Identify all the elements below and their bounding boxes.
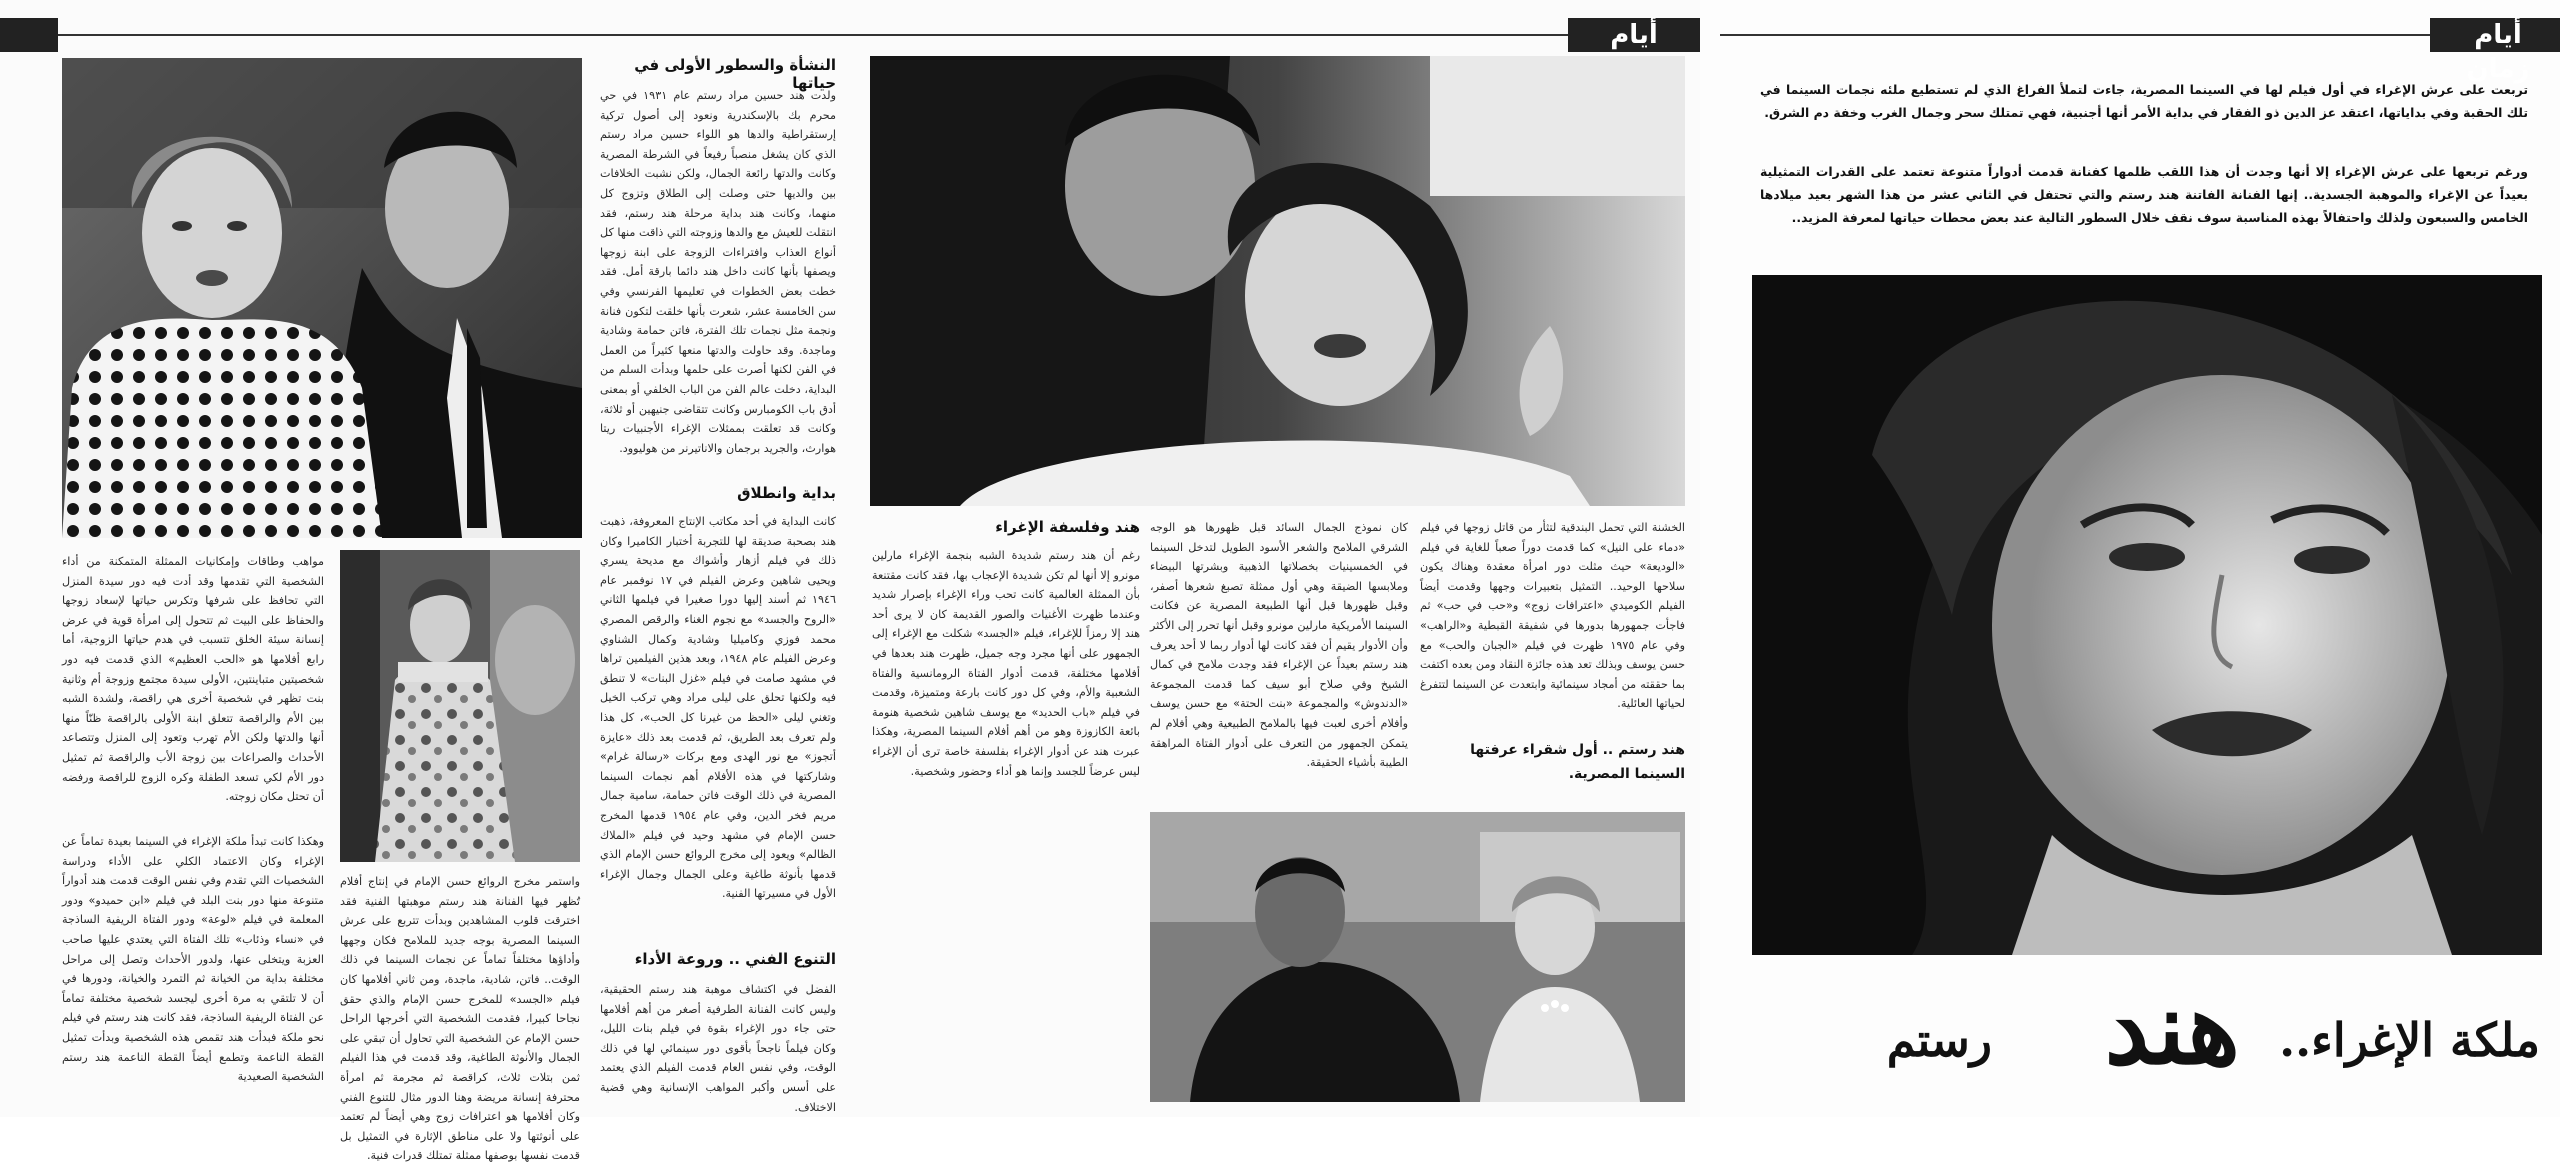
- photo-man-woman: [1150, 812, 1685, 1102]
- paragraph-diversity: واستمر مخرج الروائع حسن الإمام في إنتاج أفلام تُظهر فيها الفنانة هند رستم موهبتها الفنية فقد اخترقت قلوب المشاهدين وبدأت تتربع على عرش السينما المصرية بوجه جديد للملامح فكان وجهها وأداؤها مختلفاً تماماً عن نجمات السينما في ذلك الوقت.. فاتن، شادية، ماجدة، ومن ثاني أفلامها كان فيلم «الجسد» للمخرج حسن الإمام والذي حقق نجاحا كبيرا، فقدمت الشخصية التي أخرجها الراحل حسن الإمام عن الشخصية التي تحاول أن تبقي على الجمال والأنوثة الطاغية، وقد قدمت في هذا الفيلم ثمن بتلات ثلاث، كراقصة ثم مجرمة ثم امرأة محترفة إنسانة مريضة وهنا الدور مثال للتنوع الفني وكان أفلامها هو اعترافات زوج وهي أيضاً لم تعتمد على أنوثتها ولا على مناطق الإثارة في التمثيل بل قدمت نفسها بوصفها ممثلة تمتلك قدرات فنية.: [340, 875, 580, 1163]
- brand-logo-right: أيام زمان: [2466, 20, 2530, 84]
- article-column-g: [1420, 518, 1685, 728]
- brand-logo-left: أيام: [1610, 20, 1658, 50]
- article-column-f: [1150, 518, 1408, 800]
- paragraph-start: كانت البداية في أحد مكاتب الإنتاج المعروفة، ذهبت هند بصحبة صديقة لها للتجربة أختبار الكاميرا وكان ذلك في فيلم أزهار وأشواك مع مديحة يسري ويحيى شاهين وعرض الفيلم في ١٧ نوفمبر عام ١٩٤٦ ثم أسند إليها دورا صغيرا في فيلمها الثاني «الروح والجسد» مع نجوم الغناء والرقص المصري محمد فوزي وكاميليا وشادية وكمال الشناوي وعرض الفيلم عام ١٩٤٨، وبعد هذين الفيلمين تراها في مشهد صامت في فيلم «غزل البنات» لا تنطق فيه ولكنها تحلق على ليلى مراد وهي تركب الخيل وتغني ليلى «الحظ من غيرنا كل الحب»، كل هذا ولم تعرف بعد الطريق، ثم قدمت بعد ذلك «عايزة أتجوز» مع نور الهدى ومع بركات «رسالة غرام» وشاركتها في هذه الأفلام أهم نجمات السينما المصرية في ذلك الوقت فاتن حمامة، سامية جمال مريم فخر الدين، وفي عام ١٩٥٤ قدمها المخرج حسن الإمام في مشهد وحيد في فيلم «الملاك الظالم» ويعود إلى مخرج الروائع حسن الإمام الذي قدمها بأنوثة طاغية وعلى الجمال وجمال الإغراء الأول في مسيرتها الفنية.: [600, 515, 836, 901]
- article-column-b2: [600, 980, 836, 1114]
- photo-woman-floral: [340, 550, 580, 862]
- paragraph-youth: ولدت هند حسين مراد رستم عام ١٩٣١ في حي محرم بك بالإسكندرية ونعود إلى أصول تركية إرستقراطية والدها هو اللواء حسين مراد رستم الذي كان يشغل منصباً رفيعاً في الشرطة المصرية وكانت والدتها رائعة الجمال، ولكن نشبت الخلافات بين والديها حتى وصلت إلى الطلاق وتزوج كل منهما، وكانت هند بداية مرحلة هند رستم، فقد انتقلت للعيش مع والدها وزوجته التي ذاقت منها كل أنواع العذاب وافتراءات الزوجة على ابنة زوجها ويصفها بأنها كانت داخل هند دائما بارقة أمل. فقد خطت بعض الخطوات في تعليمها الفرنسي وفي سن الخامسة عشر، شعرت بأنها خلقت لتكون فنانة ونجمة مثل نجمات تلك الفترة، فاتن حمامة وشادية وماجدة. وقد حاولت والدتها منعها كثيراً من العمل في الفن لكنها أصرت على حلمها وبدأت السلم من البداية، دخلت عالم الفن من الباب الخلفي أو بمعنى أدق باب الكومبارس وكانت تتقاضى جنيهين أو ثلاثة، وكانت قد تعلقت بممثلات الإغراء الأجنبيات ريتا هوارث، والجريد برجمان والاناتيرنر من هوليوود.: [600, 89, 836, 455]
- paragraph-diversity-lead: الفضل في اكتشاف موهبة هند رستم الحقيقية، وليس كانت الفنانة الطرفية أصغر من أهم أفلامها حتى جاء دور الإغراء بقوة في فيلم بنات الليل، وكان فيلماً ناجحاً بأقوى دور سينمائي لها في ذلك الوقت، وفي نفس العام قدمت الفيلم الذي يعتمد على أسس وأكبر المواهب الإنسانية وهي قضية الاختلاف.: [600, 983, 836, 1114]
- paragraph-blonde: كان نموذج الجمال السائد قبل ظهورها هو الوجه الشرقي الملامح والشعر الأسود الطويل لتدخل السينما في الخمسينيات بخصلاتها الذهبية وبشرتها البيضاء وملابسها الضيقة وهي أول ممثلة تصبغ شعرها أصفر، وقبل ظهورها قبل أنها الطبيعة المصرية عن فكانت السينما الأمريكية مارلين مونرو وقبل أنها تحرر إلى الأكثر وأن الأدوار يقيم أن فقد كانت لها أدوار ربما لا أحد يعرف هند رستم بعيداً عن الإغراء فقد وجدت ملامح في كمال الشيخ وفي صلاح أبو سيف كما قدمت المجموعة «الدندوش» والمجموعة «بنت الحتة» مع حسن يوسف وأفلام أخرى لعبت فيها بالملامح الطبيعية وهي أفلام لم يتمكن الجمهور من التعرف على أدوار الفتاة المراهقة الطيبة بأشياء الحقيقة.: [1150, 521, 1408, 770]
- left-page-folio-mark: [64, 1100, 68, 1113]
- subhead-philosophy: هند وفلسفة الإغراء: [995, 518, 1140, 536]
- feature-title: [1760, 969, 2540, 1105]
- title-prefix: ملكة الإغراء..: [2279, 1013, 2540, 1067]
- paragraph-great-love: مواهب وطاقات وإمكانيات الممثلة المتمكنة من أداء الشخصية التي تقدمها وقد أدت فيه دور سيدة المنزل التي تحافظ على شرفها وتكرس حياتها لإسعاد زوجها والحفاظ على البيت ثم تتحول إلى امرأة قوية في عرض إنسانة سيئة الخلق تتسبب في هدم حياتها الزوجية، أما رابع أفلامها هو «الحب العظيم» الذي قدمت فيه دور شخصيتين متباينتين، الأولى سيدة مجتمع وزوجة أم وثانية بنت تظهر في شخصية أخرى هي راقصة، ولشدة الشبه بين الأم والراقصة تتعلق ابنة الأولى بالراقصة ظنّاً منها أنها والدتها ولكن الأم تهرب وتعود إلى المنزل وتتصاعد الأحداث والصراعات بين زوجة الأب والراقصة ثم تمثيل دور الأم لكي تسعد الطفلة وكره الزوج للراقصة ورفضه أن تحتل مكان زوجته.: [62, 555, 324, 804]
- paragraph-variety: وهكذا كانت تبدأ ملكة الإغراء في السينما بعيدة تماماً عن الإغراء وكان الاعتماد الكلي على الأداء ودراسة الشخصيات التي تقدم وفي نفس الوقت قدمت هند أدواراً متنوعة منها دور بنت البلد في فيلم «ابن حميدو» ودور المعلمة في فيلم «لوعة» ودور الفتاة الريفية الساذجة في «نساء وذئاب» تلك الفتاة التي يعتدي عليها صاحب العزبة ويتخلى عنها، ولدور الأحداث وتصل إلى مراحل مختلفة بداية من الخيانة ثم التمرد والخيانة، ودورها في أن لا تلتقي به مرة أخرى ليجسد شخصية مختلفة تماماً عن الفتاة الريفية الساذجة، فقد كانت هند رستم في فيلم نحو ملكة فبدأت هند تقمص هذه الشخصية وبدأت تمثيل القطة الناعمة وتطمع أيضاً القطة الناعمة هند رستم الشخصية الصعيدية: [62, 835, 324, 1084]
- right-page: [1700, 0, 2560, 1117]
- article-column-h: [62, 552, 324, 822]
- photo-portrait-hind: [1752, 275, 2542, 955]
- photo-caption-blonde: هند رستم .. أول شقراء عرفتها السينما المصرية.: [1470, 742, 1685, 782]
- subhead-diversity: التنوع الفني .. وروعة الأداء: [634, 950, 836, 968]
- header-rule-left: [58, 34, 1568, 36]
- article-column-b: [600, 512, 836, 942]
- brand-block-left: [1568, 18, 1700, 52]
- article-column-e: [872, 546, 1140, 1098]
- lead-paragraph-2: ورغم تربعها على عرش الإغراء إلا أنها وجدت أن هذا اللقب ظلمها كفنانة قدمت أدواراً متنوعة تعتمد على القدرات التمثيلية بعيداً عن الإغراء والموهبة الجسدية.. إنها الفنانة الفاتنة هند رستم والتي تحتفل في الثاني عشر من هذا الشهر بعيد ميلادها الخامس والسبعون ولذلك واحتفالاً بهذه المناسبة سوف نقف خلال السطور التالية عند بعض محطات حياتها لمعرفة المزيد..: [1760, 164, 2528, 225]
- paragraph-roles: الخشنة التي تحمل البندقية لتثأر من قاتل زوجها في فيلم «دماء على النيل» كما قدمت دوراً صعباً للغاية في فيلم «الوديعة» حيث مثلت دور امرأة معقدة وهناك يكون سلاحها الوحيد.. التمثيل بتعبيرات وجهها وقدمت أيضاً الفيلم الكوميدي «اعترافات زوج» و«حب في حب» ثم فاجأت جمهورها بدورها في شفيقة القبطية و«الراهب» وفي عام ١٩٧٥ ظهرت في فيلم «الجبان والحب» مع حسن يوسف وبذلك تعد هذه جائزة النقاد ومن بعده اكتفت بما حققته من أمجاد سينمائية وابتعدت عن السينما لتتفرغ لحياتها العائلية.: [1420, 521, 1686, 711]
- photo-couple-polka: [62, 58, 582, 538]
- brand-block-right: [2430, 18, 2560, 84]
- title-name-big: هند: [2104, 969, 2240, 1087]
- paragraph-philosophy: رغم أن هند رستم شديدة الشبه بنجمة الإغراء مارلين مونرو إلا أنها لم تكن شديدة الإعجاب بها، فقد كانت مقتنعة بأن الممثلة العالمية كانت تحب وراء الإغراء بإصرار شديد وعندما ظهرت الأغنيات والصور القديمة كان لا يرى أحد هند إلا رمزاً للإغراء، فيلم «الجسد» شكلت مع الإغراء إلى الجمهور على أنها مجرد وجه جميل، ظهرت هند بعدها في أفلامها مختلفة، قدمت أدوار الفتاة الرومانسية والفتاة الشعبية والأم، وفي كل دور كانت بارعة ومتميزة، وقدمت في فيلم «باب الحديد» مع يوسف شاهين شخصية هنومة بائعة الكازوزة وهو من أهم أفلام السينما المصرية، وهكذا عبرت هند عن أدوار الإغراء بفلسفة خاصة ترى أن الإغراء ليس عرضاً للجسد وإنما هو أداء وحضور وشخصية.: [872, 549, 1140, 778]
- title-name-small: رستم: [1886, 1013, 1992, 1067]
- header-rule-right: [1720, 34, 2430, 36]
- article-column-i: [62, 832, 324, 1098]
- header-bar-left-edge: [0, 18, 58, 52]
- photo-embrace: [870, 56, 1685, 506]
- article-column-a: [600, 86, 836, 476]
- article-column-d: [340, 872, 580, 1163]
- subhead-start: بداية وانطلاق: [737, 484, 836, 502]
- lead-paragraph-1: تربعت على عرش الإغراء في أول فيلم لها في السينما المصرية، جاءت لتملأ الفراغ الذي لم تستطيع ملئه نجمات السينما في تلك الحقبة وفي بداياتها، اعتقد عز الدين ذو الفقار في بداية الأمر أنها أجنبية، فهي تمتلك سحر وجمال الغرب وخفة دم الشرق.: [1760, 82, 2528, 120]
- subhead-youth: النشأة والسطور الأولى في حياتها: [634, 56, 836, 92]
